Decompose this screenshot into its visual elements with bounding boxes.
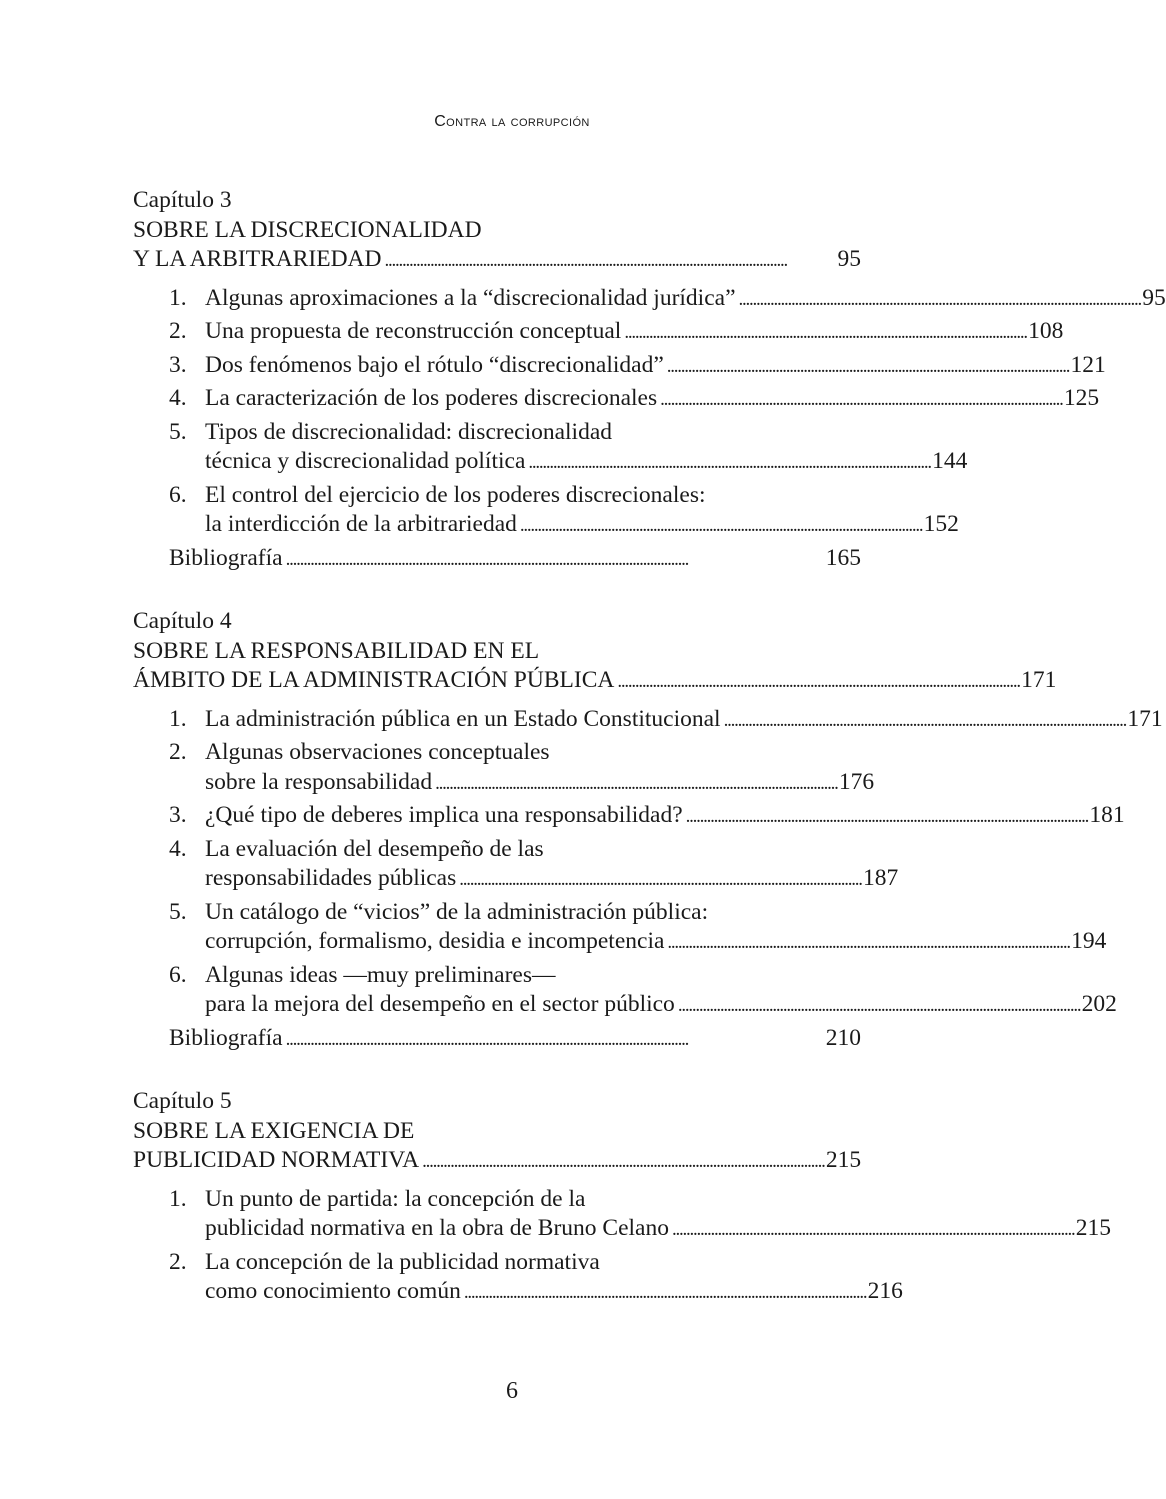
toc-section: [169, 961, 1117, 1021]
section-page: 152: [923, 511, 959, 537]
section-text: como conocimiento común: [205, 1278, 461, 1304]
section-entry: [205, 351, 1106, 382]
dot-leader: [286, 1025, 823, 1055]
section-number: 6.: [169, 961, 187, 988]
section-page: 181: [1089, 802, 1125, 828]
chapter-label: Capítulo 5: [133, 1088, 232, 1114]
section-body: [205, 418, 967, 478]
dot-leader: [385, 246, 835, 276]
section-body: [205, 705, 1163, 736]
dot-leader: [286, 545, 823, 575]
chapter-block: [133, 607, 1163, 1054]
section-entry: [205, 447, 967, 478]
section-number: 5.: [169, 418, 187, 445]
dot-leader: [739, 285, 1140, 315]
section-entry: [205, 1277, 903, 1308]
section-text: técnica y discrecionalidad política: [205, 448, 526, 474]
section-body: [205, 351, 1106, 382]
dot-leader: [678, 991, 1079, 1021]
toc-section: [169, 705, 1163, 736]
dot-leader: [624, 318, 1025, 348]
bibliography-entry: [169, 544, 861, 575]
section-list: [133, 284, 1166, 541]
toc-section: [169, 384, 1100, 415]
section-title-line: Un catálogo de “vicios” de la administración pública:: [205, 898, 709, 925]
section-body: [205, 738, 874, 798]
section-number: 6.: [169, 481, 187, 508]
section-entry: [205, 990, 1117, 1021]
page-number: 6: [506, 1378, 518, 1404]
toc-section: [169, 1185, 1111, 1245]
section-number: 4.: [169, 385, 187, 411]
chapter-label: Capítulo 3: [133, 187, 232, 213]
chapter-title-page: 171: [1021, 667, 1057, 693]
dot-leader: [617, 667, 1018, 697]
section-title-line: Tipos de discrecionalidad: discrecionalidad: [205, 418, 613, 445]
section-body: [205, 1248, 903, 1308]
bibliography-row: [133, 1024, 861, 1055]
section-entry: [205, 284, 1166, 315]
section-page: 216: [867, 1278, 903, 1304]
section-page: 95: [1142, 284, 1166, 311]
bibliography-page: 165: [825, 544, 861, 571]
section-number: 4.: [169, 835, 187, 862]
toc-section: [169, 1248, 903, 1308]
section-number: 5.: [169, 898, 187, 925]
section-page: 171: [1127, 705, 1163, 732]
section-number: 2.: [169, 739, 187, 765]
section-title-line: La evaluación del desempeño de las: [205, 835, 544, 862]
chapter-label: Capítulo 4: [133, 608, 232, 634]
section-title-line: Algunas ideas —muy preliminares—: [205, 961, 556, 988]
chapter-title-line: SOBRE LA RESPONSABILIDAD EN EL: [133, 637, 540, 664]
section-entry: [205, 1214, 1111, 1245]
section-body: [205, 801, 1125, 832]
section-body: [205, 481, 959, 541]
toc-section: [169, 835, 899, 895]
section-entry: [205, 927, 1106, 958]
toc-section: [169, 317, 1064, 348]
dot-leader: [660, 385, 1061, 415]
section-number: 2.: [169, 1248, 187, 1275]
bibliography-page: 210: [825, 1024, 861, 1051]
bibliography-entry: [169, 1024, 861, 1055]
table-of-contents: [133, 186, 1166, 1341]
toc-section: [169, 418, 968, 478]
chapter-title-text: ÁMBITO DE LA ADMINISTRACIÓN PÚBLICA: [133, 667, 615, 693]
section-body: [205, 284, 1166, 315]
chapter-title-line: SOBRE LA EXIGENCIA DE: [133, 1117, 415, 1144]
section-page: 108: [1028, 318, 1064, 344]
toc-section: [169, 898, 1107, 958]
section-entry: [205, 801, 1125, 832]
toc-section: [169, 738, 875, 798]
section-text: responsabilidades públicas: [205, 865, 457, 891]
section-entry: [205, 864, 898, 895]
section-text: Dos fenómenos bajo el rótulo “discrecionalidad”: [205, 351, 664, 378]
section-body: [205, 384, 1099, 415]
section-title-line: El control del ejercicio de los poderes discrecionales:: [205, 481, 706, 508]
section-number: 3.: [169, 802, 187, 828]
section-entry: [205, 510, 959, 541]
dot-leader: [459, 865, 860, 895]
section-list: [133, 1185, 1111, 1308]
bibliography-text: Bibliografía: [169, 1024, 283, 1051]
chapter-block: [133, 186, 1166, 574]
section-title-line: Algunas observaciones conceptuales: [205, 739, 550, 765]
dot-leader: [667, 352, 1068, 382]
section-text: La caracterización de los poderes discrecionales: [205, 385, 658, 411]
section-body: [205, 961, 1117, 1021]
section-page: 215: [1075, 1215, 1111, 1241]
chapter-title-entry: [133, 666, 1057, 697]
dot-leader: [724, 706, 1125, 736]
chapter-title-entry: [133, 1146, 861, 1177]
toc-section: [169, 801, 1125, 832]
dot-leader: [667, 928, 1068, 958]
section-title-line: La concepción de la publicidad normativa: [205, 1248, 600, 1275]
section-number: 1.: [169, 284, 187, 311]
section-text: corrupción, formalismo, desidia e incompetencia: [205, 928, 665, 954]
section-title-line: Un punto de partida: la concepción de la: [205, 1185, 586, 1212]
dot-leader: [528, 448, 929, 478]
dot-leader: [686, 802, 1087, 832]
section-page: 187: [863, 865, 899, 891]
section-text: la interdicción de la arbitrariedad: [205, 511, 517, 537]
chapter-title-text: PUBLICIDAD NORMATIVA: [133, 1147, 420, 1173]
section-number: 3.: [169, 351, 187, 378]
dot-leader: [435, 769, 836, 799]
section-text: Algunas aproximaciones a la “discrecionalidad jurídica”: [205, 284, 736, 311]
section-page: 121: [1070, 351, 1106, 378]
section-text: sobre la responsabilidad: [205, 768, 433, 795]
chapter-block: [133, 1087, 1111, 1308]
section-number: 1.: [169, 705, 187, 732]
section-entry: [205, 317, 1063, 348]
chapter-title-entry: [133, 245, 861, 276]
section-page: 194: [1071, 928, 1107, 954]
chapter-title-text: Y LA ARBITRARIEDAD: [133, 246, 382, 272]
section-text: Una propuesta de reconstrucción conceptual: [205, 318, 622, 344]
dot-leader: [672, 1215, 1073, 1245]
section-list: [133, 705, 1163, 1021]
section-body: [205, 1185, 1111, 1245]
bibliography-text: Bibliografía: [169, 544, 283, 571]
chapter-title-page: 95: [837, 246, 861, 272]
toc-section: [169, 351, 1106, 382]
section-body: [205, 317, 1063, 348]
section-text: ¿Qué tipo de deberes implica una responsabilidad?: [205, 802, 683, 828]
dot-leader: [422, 1147, 823, 1177]
section-page: 125: [1063, 385, 1100, 411]
toc-section: [169, 481, 959, 541]
section-text: publicidad normativa en la obra de Bruno Celano: [205, 1215, 669, 1241]
section-body: [205, 835, 898, 895]
running-head: Contra la corrupción: [434, 113, 590, 130]
section-page: 202: [1081, 991, 1117, 1017]
section-entry: [205, 768, 874, 799]
dot-leader: [464, 1278, 865, 1308]
section-entry: [205, 705, 1163, 736]
section-body: [205, 898, 1106, 958]
toc-section: [169, 284, 1166, 315]
section-text: La administración pública en un Estado Constitucional: [205, 705, 721, 732]
chapter-title-page: 215: [825, 1147, 862, 1173]
section-number: 2.: [169, 318, 187, 344]
section-page: 176: [838, 768, 875, 795]
dot-leader: [520, 511, 921, 541]
chapter-title-line: SOBRE LA DISCRECIONALIDAD: [133, 216, 482, 243]
section-entry: [205, 384, 1099, 415]
bibliography-row: [133, 544, 861, 575]
section-number: 1.: [169, 1185, 187, 1212]
section-page: 144: [932, 448, 968, 474]
section-text: para la mejora del desempeño en el sector público: [205, 991, 675, 1017]
